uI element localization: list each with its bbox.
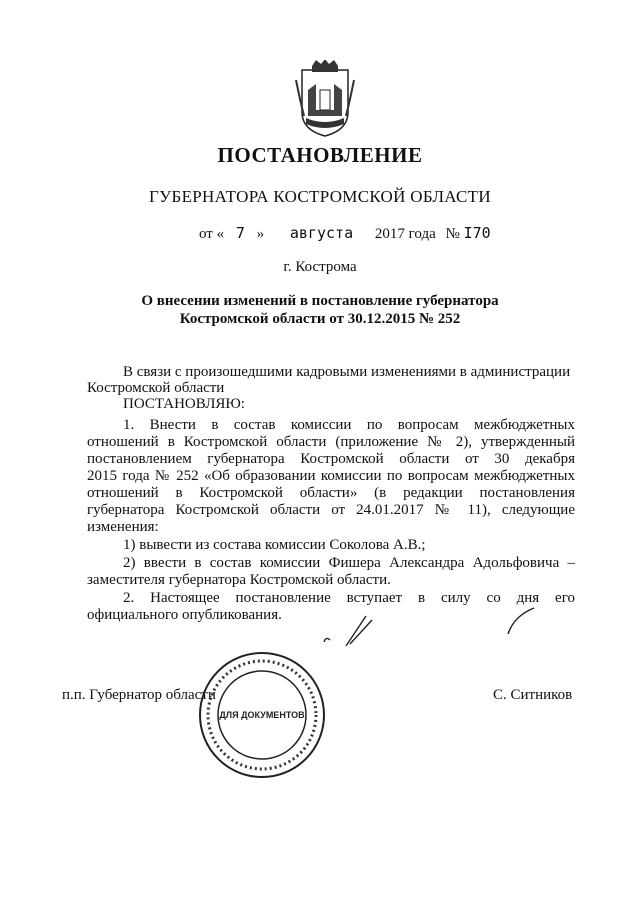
item1-line: 1. Внести в состав комиссии по вопросам межбюджетных (123, 417, 575, 433)
document-title: ПОСТАНОВЛЕНИЕ (217, 143, 423, 167)
heading-line: Костромской области от 30.12.2015 № 252 (179, 311, 461, 327)
item1-line: 2015 года № 252 «Об образовании комиссии по вопросам межбюджетных (87, 468, 575, 484)
date-day: 7 (235, 224, 245, 242)
item1-line: отношений в Костромской области» (в редакции постановления (87, 485, 575, 501)
document-number: I70 (463, 224, 491, 242)
item2-line: 2. Настоящее постановление вступает в силу со дня его (123, 590, 575, 606)
official-stamp (197, 650, 327, 780)
date-month: августа (289, 224, 354, 242)
item1-line: губернатора Костромской области от 24.01.2017 № 11), следующие (87, 502, 575, 518)
document-issuer: ГУБЕРНАТОРА КОСТРОМСКОЙ ОБЛАСТИ (149, 187, 491, 206)
item1-line: отношений в Костромской области (приложение № 2), утвержденный (87, 434, 575, 450)
city: г. Кострома (283, 259, 357, 275)
item2-line: официального опубликования. (87, 607, 282, 623)
signature-left: п.п. Губернатор области (62, 687, 216, 703)
signature-mark (504, 606, 540, 636)
heading-line: О внесении изменений в постановление губернатора (141, 293, 499, 309)
sub-item-2-line: 2) ввести в состав комиссии Фишера Александра Адольфовича – (123, 555, 575, 571)
decree-word: ПОСТАНОВЛЯЮ: (123, 396, 245, 412)
item1-line: постановлением губернатора Костромской области от 30 декабря (87, 451, 575, 467)
signature-initials-mark (318, 612, 378, 648)
sub-item-1: 1) вывести из состава комиссии Соколова А.В.; (123, 537, 426, 553)
coat-of-arms-emblem (294, 60, 356, 138)
date-prefix: от « (199, 226, 225, 242)
stamp-text: ДЛЯ ДОКУМЕНТОВ (219, 710, 305, 720)
number-sign: № (445, 226, 460, 242)
date-line (199, 224, 491, 243)
date-close-quote: » (256, 226, 265, 242)
item1-line: изменения: (87, 519, 159, 535)
date-year: 2017 года (374, 226, 436, 242)
sub-item-2-line: заместителя губернатора Костромской области. (87, 572, 391, 588)
intro-line: Костромской области (87, 380, 225, 396)
document-heading (0, 292, 640, 328)
intro-line: В связи с произошедшими кадровыми изменениями в администрации (123, 364, 571, 380)
signature-right: С. Ситников (493, 687, 573, 703)
